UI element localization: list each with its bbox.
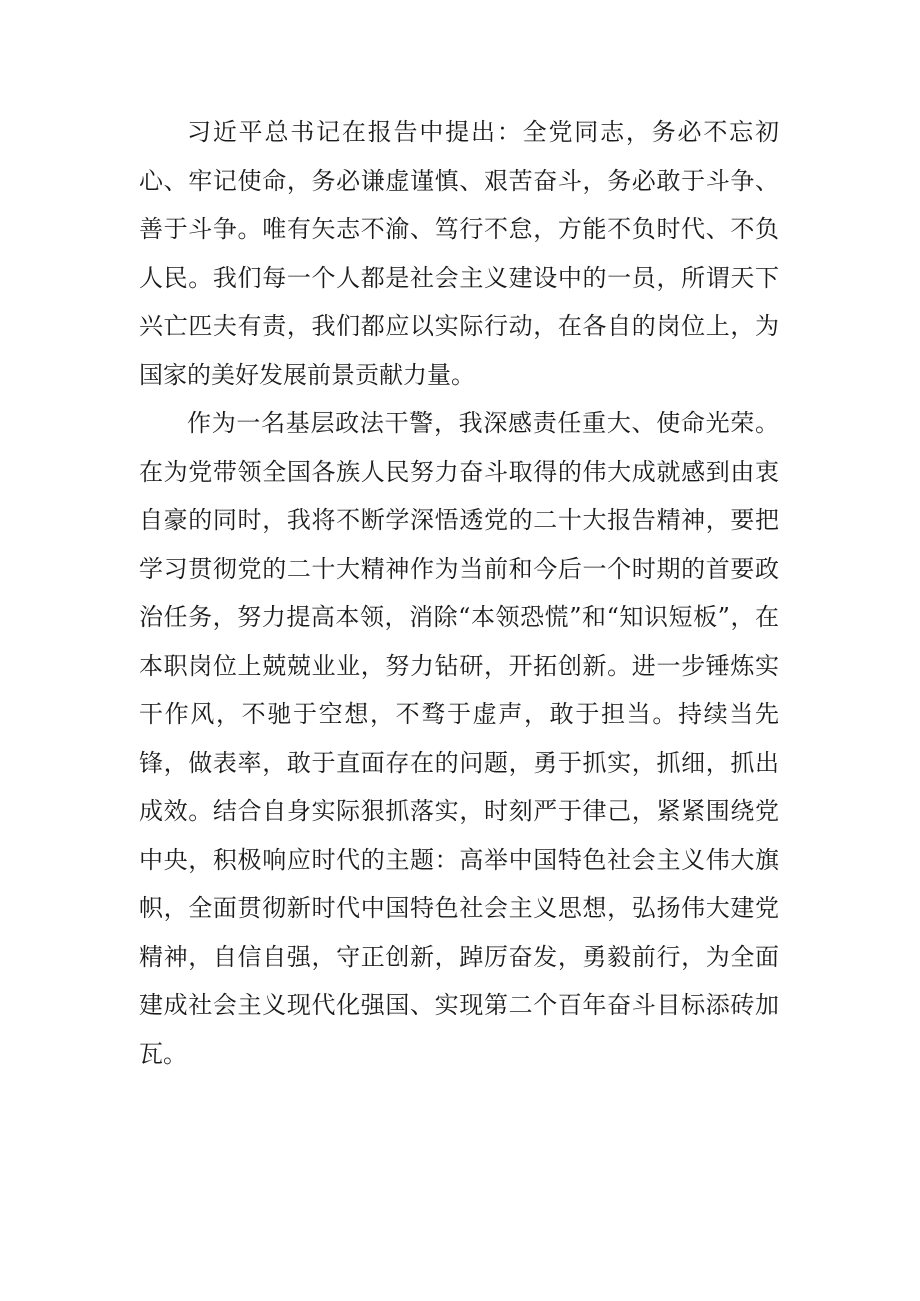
document-body xyxy=(139,108,779,1078)
paragraph-1: 习近平总书记在报告中提出：全党同志，务必不忘初心、牢记使命，务必谦虚谨慎、艰苦奋斗，务必敢于斗争、善于斗争。唯有矢志不渝、笃行不怠，方能不负时代、不负人民。我们每一个人都是社会主义建设中的一员，所谓天下兴亡匹夫有责，我们都应以实际行动，在各自的岗位上，为国家的美好发展前景贡献力量。 xyxy=(139,118,779,389)
paragraph-2: 作为一名基层政法干警，我深感责任重大、使命光荣。在为党带领全国各族人民努力奋斗取得的伟大成就感到由衷自豪的同时，我将不断学深悟透党的二十大报告精神，要把学习贯彻党的二十大精神作为当前和今后一个时期的首要政治任务，努力提高本领，消除“本领恐慌”和“知识短板”，在本职岗位上兢兢业业，努力钻研，开拓创新。进一步锤炼实干作风，不驰于空想，不骛于虚声，敢于担当。持续当先锋，做表率，敢于直面存在的问题，勇于抓实，抓细，抓出成效。结合自身实际狠抓落实，时刻严于律己，紧紧围绕党中央，积极响应时代的主题：高举中国特色社会主义伟大旗帜，全面贯彻新时代中国特色社会主义思想，弘扬伟大建党精神，自信自强，守正创新，踔厉奋发，勇毅前行，为全面建成社会主义现代化强国、实现第二个百年奋斗目标添砖加瓦。 xyxy=(139,409,779,1068)
